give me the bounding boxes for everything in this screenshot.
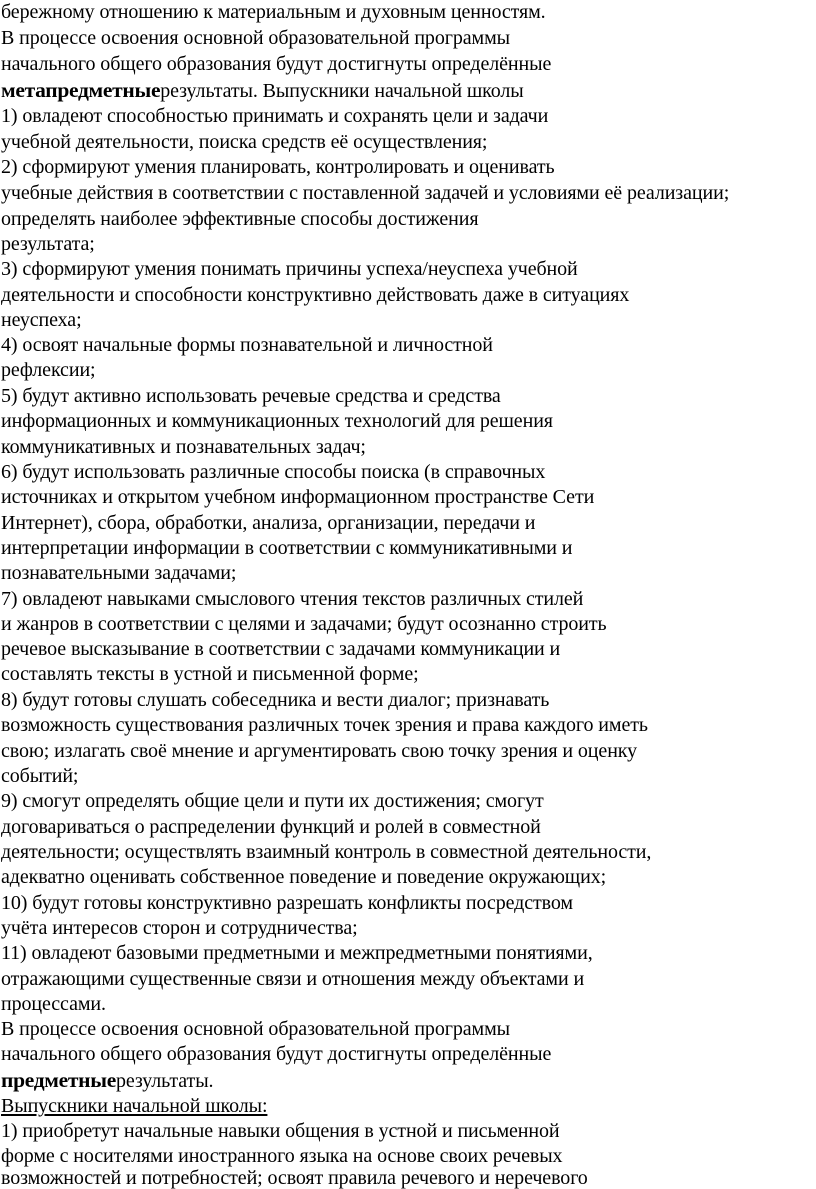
text-line: возможностей и потребностей; освоят правила речевого и неречевого <box>1 1167 588 1189</box>
text-line: свою; излагать своё мнение и аргументировать свою точку зрения и оценку <box>1 740 638 762</box>
text-line: познавательными задачами; <box>1 562 237 584</box>
text-line: интерпретации информации в соответствии с коммуникативными и <box>1 537 573 559</box>
text-line: учёта интересов сторон и сотрудничества; <box>1 917 358 939</box>
text-line: событий; <box>1 765 79 787</box>
text-line: 3) сформируют умения понимать причины успеха/неуспеха учебной <box>1 258 578 280</box>
text-line: 1) приобретут начальные навыки общения в устной и письменной <box>1 1120 560 1142</box>
bold-term-subject: предметные <box>1 1068 116 1092</box>
text-line: учебные действия в соответствии с поставленной задачей и условиями её реализации; <box>1 182 730 204</box>
text-line: 5) будут активно использовать речевые средства и средства <box>1 385 501 407</box>
text-line: 8) будут готовы слушать собеседника и вести диалог; признавать <box>1 689 550 711</box>
text-line: 4) освоят начальные формы познавательной и личностной <box>1 334 493 356</box>
text-line: возможность существования различных точек зрения и права каждого иметь <box>1 714 648 736</box>
text-line: деятельности и способности конструктивно действовать даже в ситуациях <box>1 284 630 306</box>
text-line: процессами. <box>1 993 106 1015</box>
text-line: коммуникативных и познавательных задач; <box>1 436 366 458</box>
text-line: 7) овладеют навыками смыслового чтения текстов различных стилей <box>1 588 584 610</box>
text-line: и жанров в соответствии с целями и задачами; будут осознанно строить <box>1 613 607 635</box>
text-line-with-bold-term <box>1 1068 213 1094</box>
text-line: отражающими существенные связи и отношения между объектами и <box>1 968 585 990</box>
text-line: источниках и открытом учебном информационном пространстве Сети <box>1 486 595 508</box>
text-fragment: результаты. Выпускники начальной школы <box>160 80 524 102</box>
underlined-subheading: Выпускники начальной школы: <box>1 1095 268 1117</box>
text-line: рефлексии; <box>1 359 96 381</box>
text-line: 1) овладеют способностью принимать и сохранять цели и задачи <box>1 105 549 127</box>
text-line: В процессе освоения основной образовательной программы <box>1 1018 510 1040</box>
text-line: речевое высказывание в соответствии с задачами коммуникации и <box>1 638 561 660</box>
bold-term-metasubject: метапредметные <box>1 78 161 102</box>
text-line: 10) будут готовы конструктивно разрешать конфликты посредством <box>1 892 573 914</box>
text-line: Интернет), сбора, обработки, анализа, организации, передачи и <box>1 512 536 534</box>
text-line: 11) овладеют базовыми предметными и межпредметными понятиями, <box>1 942 593 964</box>
text-line: В процессе освоения основной образовательной программы <box>1 27 510 49</box>
text-line: 9) смогут определять общие цели и пути их достижения; смогут <box>1 790 544 812</box>
text-line: бережному отношению к материальным и духовным ценностям. <box>1 1 546 23</box>
text-line: начального общего образования будут достигнуты определённые <box>1 53 552 75</box>
text-line-with-bold-term <box>1 78 524 104</box>
text-line: составлять тексты в устной и письменной форме; <box>1 663 419 685</box>
text-line: начального общего образования будут достигнуты определённые <box>1 1043 552 1065</box>
text-line: 6) будут использовать различные способы поиска (в справочных <box>1 461 546 483</box>
text-fragment: результаты. <box>115 1070 214 1092</box>
text-line: неуспеха; <box>1 309 82 331</box>
text-line: адекватно оценивать собственное поведение и поведение окружающих; <box>1 866 607 888</box>
text-line: деятельности; осуществлять взаимный контроль в совместной деятельности, <box>1 841 652 863</box>
text-line: учебной деятельности, поиска средств её осуществления; <box>1 131 488 153</box>
text-line: договариваться о распределении функций и ролей в совместной <box>1 816 541 838</box>
text-line: результата; <box>1 233 95 255</box>
text-line: 2) сформируют умения планировать, контролировать и оценивать <box>1 156 555 178</box>
text-line: определять наиболее эффективные способы достижения <box>1 208 479 230</box>
text-line: форме с носителями иностранного языка на основе своих речевых <box>1 1145 563 1167</box>
text-line: информационных и коммуникационных технологий для решения <box>1 410 553 432</box>
